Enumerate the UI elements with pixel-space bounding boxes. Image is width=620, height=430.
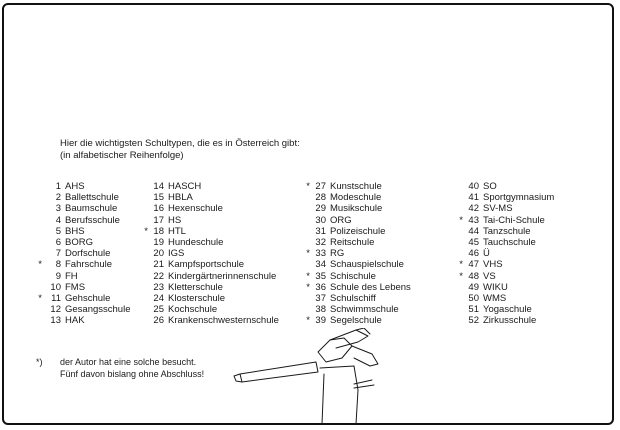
- school-name: Tai-Chi-Schule: [483, 214, 545, 226]
- attended-marker: *: [38, 293, 42, 305]
- school-name: ORG: [330, 214, 352, 226]
- school-name: Gesangsschule: [65, 304, 131, 316]
- school-number: 10: [50, 281, 61, 293]
- school-number: 34: [315, 259, 326, 271]
- school-name: Yogaschule: [483, 304, 532, 316]
- school-item: [467, 203, 554, 214]
- school-name: Gehschule: [65, 293, 111, 305]
- school-item: [152, 203, 279, 214]
- left-arm: [240, 362, 318, 382]
- school-item: [467, 226, 554, 237]
- school-number: 3: [55, 203, 61, 215]
- school-number: 27: [315, 181, 326, 192]
- school-name: Tauchschule: [483, 237, 536, 249]
- school-item: [38, 259, 130, 271]
- school-item: [152, 237, 279, 248]
- school-item: [152, 215, 279, 226]
- school-column-4: [459, 181, 555, 327]
- school-number: 20: [153, 248, 164, 260]
- school-name: WIKU: [483, 281, 508, 293]
- school-column-2: [144, 181, 279, 327]
- school-item: [314, 203, 411, 214]
- torso: [320, 366, 358, 424]
- dabbing-figure-illustration: [230, 328, 390, 424]
- school-name: Ballettschule: [65, 192, 119, 204]
- attended-marker: *: [38, 259, 42, 271]
- school-item: [306, 248, 411, 260]
- school-number: 29: [315, 203, 326, 215]
- school-number: 39: [315, 315, 326, 327]
- school-name: Tanzschule: [483, 225, 531, 237]
- school-name: FH: [65, 270, 78, 282]
- footnote-mark: *): [36, 357, 43, 367]
- school-number: 50: [468, 293, 479, 305]
- footnote-line-2: Fünf davon bislang ohne Abschluss!: [60, 368, 205, 379]
- school-item: [152, 304, 279, 315]
- school-name: Musikschule: [330, 203, 383, 215]
- school-item: [467, 248, 554, 259]
- school-item: [306, 281, 411, 293]
- school-name: SO: [483, 181, 497, 192]
- school-name: Krankenschwesternschule: [168, 315, 279, 327]
- school-number: 12: [50, 304, 61, 316]
- intro-line-2: (in alfabetischer Reihenfolge): [60, 150, 184, 161]
- school-number: 45: [468, 237, 479, 249]
- school-name: Schwimmschule: [330, 304, 399, 316]
- school-number: 35: [315, 270, 326, 282]
- school-item: [467, 181, 554, 192]
- school-name: Schule des Lebens: [330, 281, 411, 293]
- attended-marker: *: [306, 248, 310, 260]
- school-item: [152, 315, 279, 326]
- school-name: BORG: [65, 237, 93, 249]
- school-number: 33: [315, 248, 326, 260]
- school-name: Berufsschule: [65, 214, 120, 226]
- school-name: Fahrschule: [65, 259, 112, 271]
- school-number: 38: [315, 304, 326, 316]
- school-item: [46, 226, 130, 237]
- school-item: [459, 270, 554, 282]
- school-name: HS: [168, 214, 182, 226]
- school-number: 49: [468, 281, 479, 293]
- school-number: 40: [468, 181, 479, 192]
- school-item: [144, 225, 279, 237]
- school-item: [152, 192, 279, 203]
- school-item: [314, 293, 411, 304]
- school-column-3: [306, 181, 411, 327]
- school-item: [46, 181, 130, 192]
- school-item: [46, 282, 130, 293]
- school-number: 48: [468, 270, 479, 282]
- school-item: [46, 304, 130, 315]
- school-name: HAK: [65, 315, 85, 327]
- school-item: [467, 282, 554, 293]
- school-name: Sportgymnasium: [483, 192, 555, 204]
- school-item: [467, 293, 554, 304]
- school-item: [467, 315, 554, 326]
- school-number: 17: [153, 214, 164, 226]
- attended-marker: *: [459, 270, 463, 282]
- attended-marker: *: [306, 281, 310, 293]
- school-number: 14: [153, 181, 164, 192]
- school-number: 24: [153, 293, 164, 305]
- school-number: 41: [468, 192, 479, 204]
- school-number: 47: [468, 259, 479, 271]
- school-item: [459, 259, 554, 271]
- school-number: 22: [153, 270, 164, 282]
- school-item: [314, 304, 411, 315]
- school-item: [152, 293, 279, 304]
- school-number: 52: [468, 315, 479, 327]
- attended-marker: *: [459, 214, 463, 226]
- footnote-line-1: der Autor hat eine solche besucht.: [60, 357, 197, 367]
- school-number: 25: [153, 304, 164, 316]
- school-name: FMS: [65, 281, 86, 293]
- school-name: Zirkusschule: [483, 315, 537, 327]
- school-number: 1: [55, 181, 61, 192]
- school-item: [152, 181, 279, 192]
- footnote-text: [60, 357, 204, 380]
- school-number: 4: [55, 214, 61, 226]
- school-item: [314, 215, 411, 226]
- school-name: RG: [330, 248, 345, 260]
- school-name: Reitschule: [330, 237, 375, 249]
- school-item: [38, 293, 130, 305]
- school-name: IGS: [168, 248, 185, 260]
- school-number: 44: [468, 225, 479, 237]
- school-item: [46, 192, 130, 203]
- school-item: [152, 282, 279, 293]
- school-name: Segelschule: [330, 315, 382, 327]
- school-number: 26: [153, 315, 164, 327]
- intro-line-1: Hier die wichtigsten Schultypen, die es in Österreich gibt:: [60, 138, 300, 149]
- school-name: BHS: [65, 225, 85, 237]
- school-name: AHS: [65, 181, 85, 192]
- school-name: WMS: [483, 293, 507, 305]
- school-item: [314, 226, 411, 237]
- school-column-1: [38, 181, 131, 327]
- school-name: Modeschule: [330, 192, 382, 204]
- school-name: Kletterschule: [168, 281, 223, 293]
- school-item: [314, 192, 411, 203]
- school-item: [46, 203, 130, 214]
- school-item: [306, 270, 411, 282]
- school-name: Schauspielschule: [330, 259, 404, 271]
- school-name: VS: [483, 270, 496, 282]
- school-number: 46: [468, 248, 479, 260]
- school-name: Kindergärtnerinnenschule: [168, 270, 277, 282]
- school-name: Hexenschule: [168, 203, 223, 215]
- school-name: Kunstschule: [330, 181, 382, 192]
- school-name: Dorfschule: [65, 248, 111, 260]
- school-item: [306, 315, 411, 327]
- school-name: Kampfsportschule: [168, 259, 245, 271]
- school-number: 36: [315, 281, 326, 293]
- school-number: 42: [468, 203, 479, 215]
- school-number: 9: [55, 270, 61, 282]
- school-number: 23: [153, 281, 164, 293]
- school-number: 13: [50, 315, 61, 327]
- school-name: Hundeschule: [168, 237, 224, 249]
- school-name: VHS: [483, 259, 503, 271]
- school-item: [314, 237, 411, 248]
- school-name: Baumschule: [65, 203, 118, 215]
- head: [318, 338, 352, 362]
- school-name: HBLA: [168, 192, 193, 204]
- attended-marker: *: [306, 181, 310, 192]
- school-item: [152, 259, 279, 270]
- school-number: 32: [315, 237, 326, 249]
- school-item: [467, 192, 554, 203]
- school-name: Polizeischule: [330, 225, 386, 237]
- school-name: Ü: [483, 248, 490, 260]
- school-item: [46, 248, 130, 259]
- school-number: 43: [468, 214, 479, 226]
- school-number: 6: [55, 237, 61, 249]
- school-number: 18: [153, 225, 164, 237]
- school-number: 21: [153, 259, 164, 271]
- school-item: [46, 215, 130, 226]
- school-item: [46, 271, 130, 282]
- school-name: Kochschule: [168, 304, 218, 316]
- school-name: HASCH: [168, 181, 202, 192]
- school-item: [467, 304, 554, 315]
- right-arm-lower: [352, 346, 378, 366]
- school-name: SV-MS: [483, 203, 513, 215]
- school-item: [306, 181, 411, 192]
- school-number: 8: [55, 259, 61, 271]
- school-number: 2: [55, 192, 61, 204]
- attended-marker: *: [459, 259, 463, 271]
- attended-marker: *: [306, 315, 310, 327]
- school-number: 16: [153, 203, 164, 215]
- school-item: [152, 271, 279, 282]
- school-number: 51: [468, 304, 479, 316]
- school-name: Schischule: [330, 270, 376, 282]
- school-number: 30: [315, 214, 326, 226]
- school-item: [152, 248, 279, 259]
- school-item: [46, 237, 130, 248]
- school-number: 28: [315, 192, 326, 204]
- school-number: 5: [55, 225, 61, 237]
- school-number: 31: [315, 225, 326, 237]
- school-number: 15: [153, 192, 164, 204]
- school-number: 37: [315, 293, 326, 305]
- school-item: [46, 315, 130, 326]
- school-number: 19: [153, 237, 164, 249]
- attended-marker: *: [306, 270, 310, 282]
- school-name: HTL: [168, 225, 186, 237]
- school-item: [314, 259, 411, 270]
- school-number: 11: [51, 293, 61, 305]
- attended-marker: *: [144, 225, 148, 237]
- school-item: [467, 237, 554, 248]
- school-item: [459, 214, 554, 226]
- school-number: 7: [55, 248, 61, 260]
- school-name: Schulschiff: [330, 293, 376, 305]
- intro-text: [60, 138, 300, 162]
- school-name: Klosterschule: [168, 293, 226, 305]
